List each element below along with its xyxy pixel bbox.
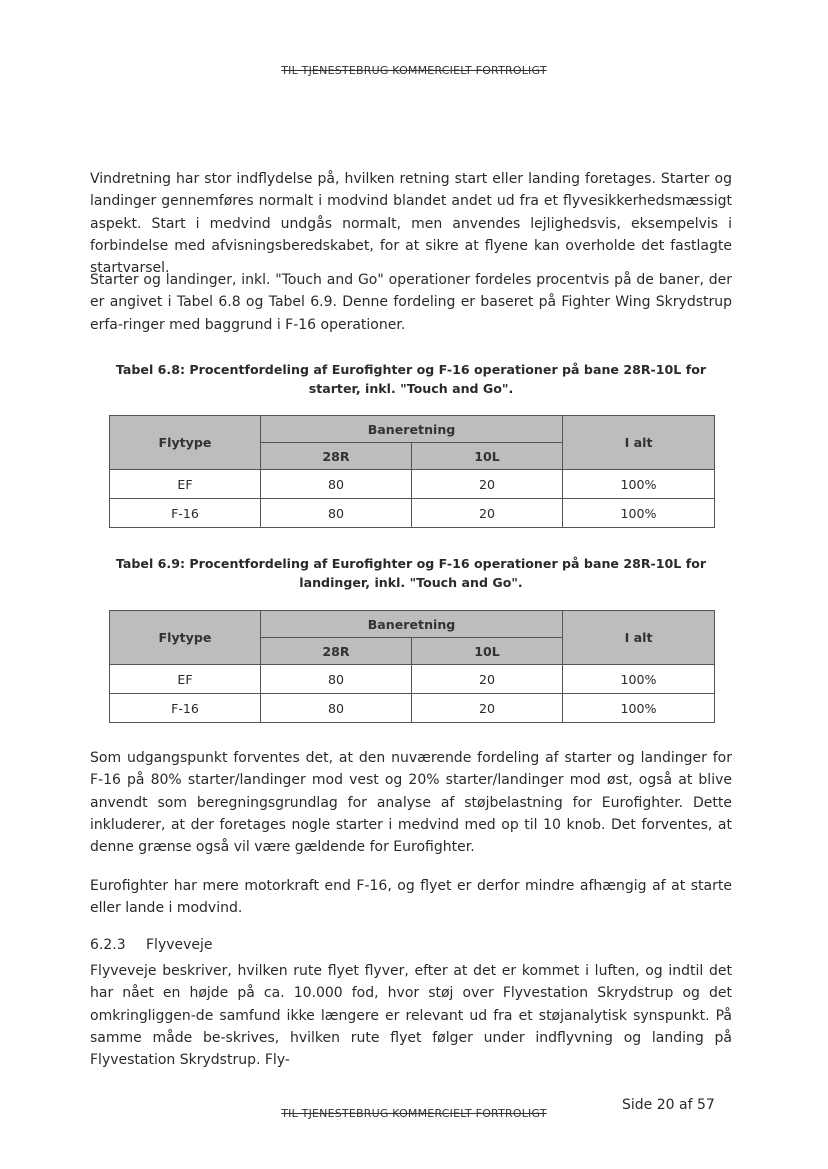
- section-title: Flyveveje: [146, 937, 213, 953]
- cell-total: 100%: [563, 470, 715, 499]
- cell-total: 100%: [563, 499, 715, 528]
- cell-total: 100%: [563, 694, 715, 723]
- cell-10l: 20: [412, 470, 563, 499]
- section-number: 6.2.3: [90, 937, 126, 953]
- table-row: [110, 665, 715, 694]
- cell-28r: 80: [261, 694, 412, 723]
- section-heading: [90, 937, 213, 953]
- header-10l: 10L: [412, 638, 563, 665]
- header-flytype: Flytype: [110, 611, 261, 665]
- header-28r: 28R: [261, 443, 412, 470]
- cell-total: 100%: [563, 665, 715, 694]
- cell-type: F-16: [110, 694, 261, 723]
- header-baneretning: Baneretning: [261, 416, 563, 443]
- table-row: [110, 499, 715, 528]
- paragraph-baseline-distribution: Som udgangspunkt forventes det, at den nuværende fordeling af starter og landinger for F-16 på 80% starter/landinger mod vest og 20% starter/landinger mod øst, også at blive anvendt som beregningsgrundlag for analyse af støjbelastning for Eurofighter. Dette inkluderer, at der foretages nogle starter i medvind med op til 10 knob. Det forventes, at denne grænse også vil være gældende for Eurofighter.: [90, 750, 732, 856]
- table-6-8-caption: Tabel 6.8: Procentfordeling af Eurofighter og F-16 operationer på bane 28R-10L for starter, inkl. "Touch and Go".: [115, 362, 707, 396]
- header-total: I alt: [563, 611, 715, 665]
- classification-footer: TIL TJENESTEBRUG KOMMERCIELT FORTROLIGT: [281, 1107, 547, 1120]
- cell-28r: 80: [261, 499, 412, 528]
- header-10l: 10L: [412, 443, 563, 470]
- table-row: [110, 470, 715, 499]
- cell-type: F-16: [110, 499, 261, 528]
- cell-10l: 20: [412, 694, 563, 723]
- cell-type: EF: [110, 665, 261, 694]
- header-total: I alt: [563, 416, 715, 470]
- cell-type: EF: [110, 470, 261, 499]
- header-flytype: Flytype: [110, 416, 261, 470]
- paragraph-runway-distribution: Starter og landinger, inkl. "Touch and Go" operationer fordeles procentvis på de baner, der er angivet i Tabel 6.8 og Tabel 6.9. Denne fordeling er baseret på Fighter Wing Skrydstrup erfa-ringer med baggrund i F-16 operationer.: [90, 272, 732, 333]
- cell-28r: 80: [261, 665, 412, 694]
- header-28r: 28R: [261, 638, 412, 665]
- classification-header: TIL TJENESTEBRUG KOMMERCIELT FORTROLIGT: [281, 64, 547, 77]
- header-baneretning: Baneretning: [261, 611, 563, 638]
- cell-28r: 80: [261, 470, 412, 499]
- cell-10l: 20: [412, 499, 563, 528]
- paragraph-wind-direction: Vindretning har stor indflydelse på, hvilken retning start eller landing foretages. Starter og landinger gennemføres normalt i modvind blandet andet ud fra et flyvesikkerhedsmæssigt aspekt. Start i medvind undgås normalt, men anvendes lejlighedsvis, eksempelvis i forbindelse med afvisningsberedskabet, for at sikre at flyene kan overholde det fastlagte startvarsel.: [90, 171, 732, 277]
- page-number: Side 20 af 57: [622, 1097, 715, 1113]
- paragraph-flight-paths: Flyveveje beskriver, hvilken rute flyet flyver, efter at det er kommet i luften, og indtil det har nået en højde på ca. 10.000 fod, hvor støj over Flyvestation Skrydstrup og det omkringliggen-de samfund ikke længere er relevant ud fra et støjanalytisk synspunkt. På samme måde be-skrives, hvilken rute flyet følger under indflyvning og landing på Flyvestation Skrydstrup. Fly-: [90, 963, 732, 1069]
- table-6-8: [109, 415, 715, 528]
- table-row: [110, 694, 715, 723]
- cell-10l: 20: [412, 665, 563, 694]
- table-6-9-caption: Tabel 6.9: Procentfordeling af Eurofighter og F-16 operationer på bane 28R-10L for landinger, inkl. "Touch and Go".: [115, 556, 707, 590]
- paragraph-engine-power: Eurofighter har mere motorkraft end F-16, og flyet er derfor mindre afhængig af at starte eller lande i modvind.: [90, 878, 732, 917]
- table-6-9: [109, 610, 715, 723]
